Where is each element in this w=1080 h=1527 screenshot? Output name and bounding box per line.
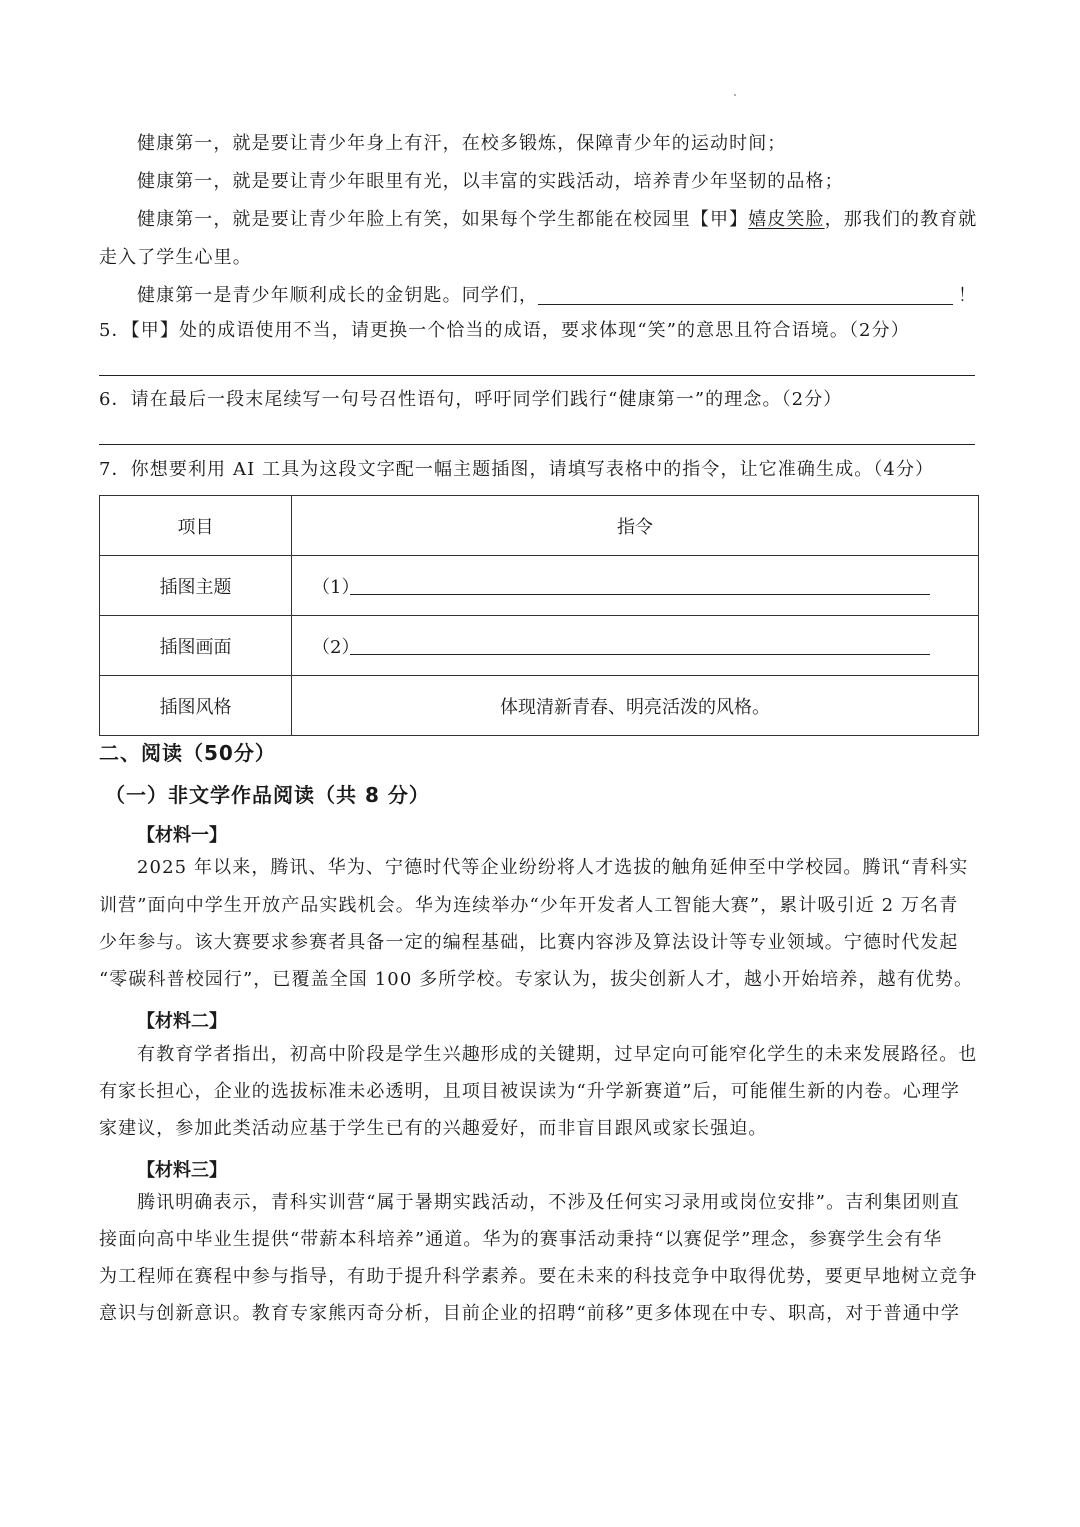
passage-line-3-b: ，那我们的教育就 [824,209,978,230]
passage-line-3 [137,211,977,229]
answer-blank-slogan[interactable] [538,304,953,305]
question-5: 5．【甲】处的成语使用不当，请更换一个恰当的成语，要求体现“笑”的意思且符合语境。（2分） [99,320,910,341]
answer-line-q5[interactable] [99,375,975,376]
scan-dot [734,94,736,96]
passage-line-5: 健康第一是青少年顺利成长的金钥匙。同学们， [137,285,539,306]
header-item: 项目 [100,496,292,556]
table-row [100,616,979,676]
question-6: 6．请在最后一段末尾续写一句号召性语句，呼吁同学们践行“健康第一”的理念。（2分） [99,389,843,410]
answer-line-scene[interactable] [350,654,930,655]
material-2-line-3: 家建议，参加此类活动应基于学生已有的兴趣爱好，而非盲目跟风或家长强迫。 [99,1118,768,1139]
cell-theme[interactable] [292,556,979,616]
cell-scene[interactable] [292,616,979,676]
material-1-line-3: 少年参与。该大赛要求参赛者具备一定的编程基础，比赛内容涉及算法设计等专业领域。宁德时代发起 [99,932,959,953]
row-label-scene: 插图画面 [100,616,292,676]
material-1-line-2: 训营”面向中学生开放产品实践机会。华为连续举办“少年开发者人工智能大赛”，累计吸引近 2 万名青 [99,895,959,916]
material-3-line-2: 接面向高中毕业生提供“带薪本科培养”通道。华为的赛事活动秉持“以赛促学”理念，参赛学生会有华 [99,1229,943,1250]
material-3-title: 【材料三】 [137,1160,227,1181]
idiom-jia: 嬉皮笑脸 [748,209,825,230]
material-2-line-2: 有家长担心，企业的选拔标准未必透明，且项目被误读为“升学新赛道”后，可能催生新的内卷。心理学 [99,1081,960,1102]
question-7: 7．你想要利用 AI 工具为这段文字配一幅主题插图，请填写表格中的指令，让它准确生成。（4分） [99,459,935,480]
blank-number-2: （2） [312,636,360,658]
section-heading: 二、阅读（50分） [99,741,276,765]
header-command: 指令 [292,496,979,556]
table-row [100,496,979,556]
passage-line-5-end: ！ [958,285,978,306]
table-row [100,556,979,616]
material-1-line-1: 2025 年以来，腾讯、华为、宁德时代等企业纷纷将人才选拔的触角延伸至中学校园。腾讯“青科实 [137,857,969,878]
sub-heading: （一）非文学作品阅读（共 8 分） [105,783,430,807]
passage-line-2: 健康第一，就是要让青少年眼里有光，以丰富的实践活动，培养青少年坚韧的品格； [137,171,844,192]
material-2-title: 【材料二】 [137,1011,227,1032]
blank-number-1: （1） [312,576,360,598]
passage-line-3-a: 健康第一，就是要让青少年脸上有笑，如果每个学生都能在校园里【甲】 [137,209,749,230]
material-1-title: 【材料一】 [137,825,227,846]
material-3-line-4: 意识与创新意识。教育专家熊丙奇分析，目前企业的招聘“前移”更多体现在中专、职高，对于普通中学 [99,1303,960,1324]
ai-command-table [99,495,979,736]
table-row [100,676,979,736]
material-2-line-1: 有教育学者指出，初高中阶段是学生兴趣形成的关键期，过早定向可能窄化学生的未来发展路径。也 [137,1044,978,1065]
material-3-line-1: 腾讯明确表示，青科实训营“属于暑期实践活动，不涉及任何实习录用或岗位安排”。吉利集团则直 [137,1192,960,1213]
passage-line-4: 走入了学生心里。 [99,247,252,268]
cell-style-value: 体现清新青春、明亮活泼的风格。 [292,676,979,736]
material-1-line-4: “零碳科普校园行”，已覆盖全国 100 多所学校。专家认为，拔尖创新人才，越小开始培养，越有优势。 [99,969,974,990]
row-label-style: 插图风格 [100,676,292,736]
material-3-line-3: 为工程师在赛程中参与指导，有助于提升科学素养。要在未来的科技竞争中取得优势，要更早地树立竞争 [99,1266,978,1287]
row-label-theme: 插图主题 [100,556,292,616]
answer-line-q6[interactable] [99,444,975,445]
passage-line-1: 健康第一，就是要让青少年身上有汗，在校多锻炼，保障青少年的运动时间； [137,133,787,154]
answer-line-theme[interactable] [350,594,930,595]
